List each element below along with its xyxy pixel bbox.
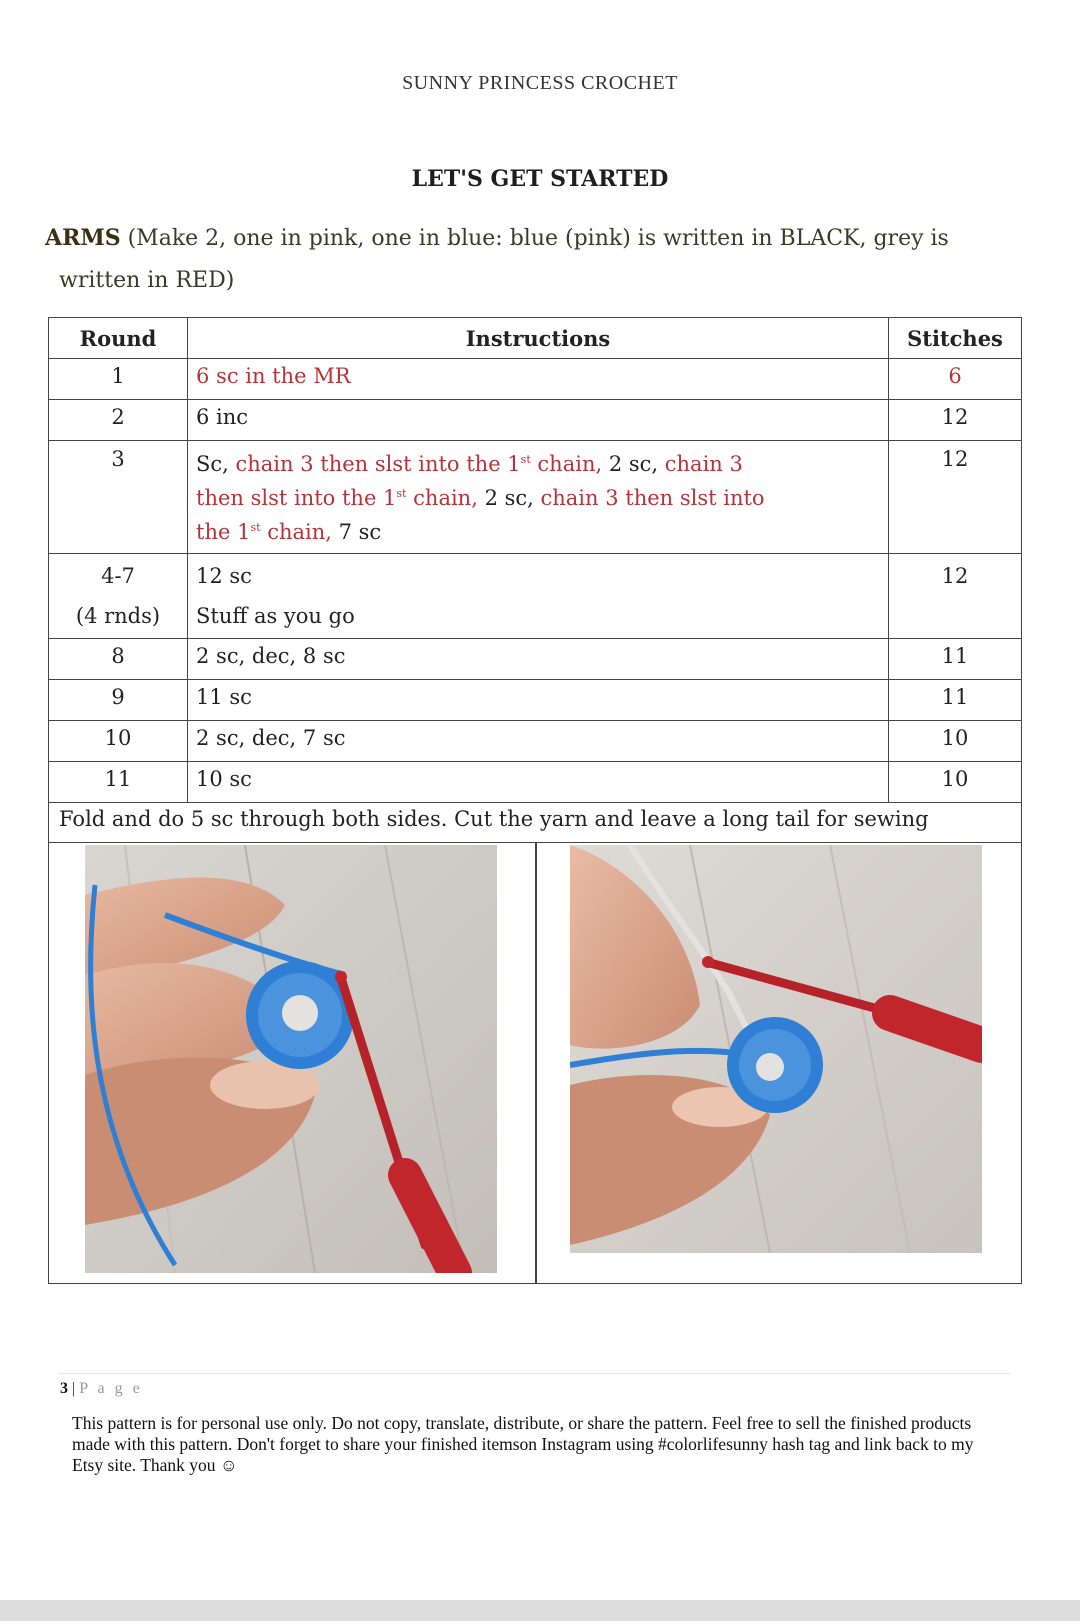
instruction-cell: 2 sc, dec, 8 sc (188, 639, 889, 680)
section-title: LET'S GET STARTED (411, 166, 669, 192)
instruction-cell: 2 sc, dec, 7 sc (188, 721, 889, 762)
table-row (49, 441, 1022, 554)
photo-left-crochet (85, 845, 497, 1273)
instruction-cell (188, 441, 889, 554)
instruction-cell: 10 sc (188, 762, 889, 803)
instruction-part: chain 3 then slst into (533, 486, 765, 510)
pattern-table (48, 317, 1022, 1284)
round-range: 4-7 (101, 564, 135, 588)
round-cell (49, 554, 188, 639)
round-cell: 10 (49, 721, 188, 762)
instruction-part: 2 sc, (477, 486, 534, 510)
footer-rule (58, 1373, 1010, 1374)
photos-row (49, 843, 1022, 1284)
instruction-cell: 6 sc in the MR (188, 359, 889, 400)
round-cell: 11 (49, 762, 188, 803)
instruction-line: 12 sc (196, 564, 252, 588)
header-stitches: Stitches (889, 318, 1022, 359)
page-number: 3 | P a g e (60, 1380, 143, 1397)
intro-bold: ARMS (45, 225, 121, 251)
table-row (49, 803, 1022, 843)
usage-disclaimer: This pattern is for personal use only. Do not copy, translate, distribute, or share the pattern. Feel free to sell the finished products made with this pattern. Don't forget to share your finished itemson Instagram using #colorlifesunny hash tag and link back to my Etsy site. Thank you ☺ (72, 1413, 974, 1475)
round-cell: 3 (49, 441, 188, 554)
ordinal-suffix: st (520, 453, 531, 466)
round-cell: 2 (49, 400, 188, 441)
photo-right-crochet (570, 845, 982, 1253)
instruction-part: the 1 (196, 520, 251, 544)
instruction-part: Sc, (196, 452, 229, 476)
instruction-part: 2 sc, (602, 452, 659, 476)
stitch-count-cell: 12 (889, 400, 1022, 441)
intro-line-1: (Make 2, one in pink, one in blue: blue (pink) is written in BLACK, grey is (120, 226, 949, 251)
stitch-count-cell: 6 (889, 359, 1022, 400)
stitch-count-cell: 12 (889, 441, 1022, 554)
round-cell: 1 (49, 359, 188, 400)
ordinal-suffix: st (396, 487, 407, 500)
arms-intro (45, 217, 1025, 302)
instruction-part: chain, (260, 520, 332, 544)
stitch-count-cell: 10 (889, 762, 1022, 803)
table-row (49, 359, 1022, 400)
round-cell: 8 (49, 639, 188, 680)
stitch-count-cell: 11 (889, 680, 1022, 721)
stitch-count-cell: 10 (889, 721, 1022, 762)
table-row (49, 762, 1022, 803)
intro-line-2: written in RED) (59, 268, 235, 293)
round-cell: 9 (49, 680, 188, 721)
table-row (49, 721, 1022, 762)
instruction-part: 7 sc (331, 520, 382, 544)
table-header-row (49, 318, 1022, 359)
instruction-part: chain, (406, 486, 478, 510)
instruction-line: Stuff as you go (196, 604, 355, 628)
table-row (49, 639, 1022, 680)
table-row (49, 400, 1022, 441)
instruction-cell (188, 554, 889, 639)
brand-header: SUNNY PRINCESS CROCHET (402, 72, 678, 94)
ordinal-suffix: st (250, 521, 261, 534)
header-round: Round (49, 318, 188, 359)
instruction-part: then slst into the 1 (196, 486, 397, 510)
fold-note: Fold and do 5 sc through both sides. Cut the yarn and leave a long tail for sewing (49, 803, 1022, 843)
stitch-count-cell: 12 (889, 554, 1022, 639)
table-row (49, 680, 1022, 721)
table-row (49, 554, 1022, 639)
photo-divider (535, 843, 537, 1283)
page-number-value: 3 (60, 1380, 68, 1397)
instruction-part: chain 3 then slst into the 1 (228, 452, 521, 476)
instruction-part: chain, (530, 452, 603, 476)
bottom-strip (0, 1600, 1080, 1621)
header-instructions: Instructions (188, 318, 889, 359)
instruction-cell: 11 sc (188, 680, 889, 721)
instruction-cell: 6 inc (188, 400, 889, 441)
photos-cell (49, 843, 1022, 1284)
round-count: (4 rnds) (75, 604, 161, 628)
stitch-count-cell: 11 (889, 639, 1022, 680)
instruction-part: chain 3 (658, 452, 743, 476)
page-label: P a g e (79, 1380, 143, 1397)
